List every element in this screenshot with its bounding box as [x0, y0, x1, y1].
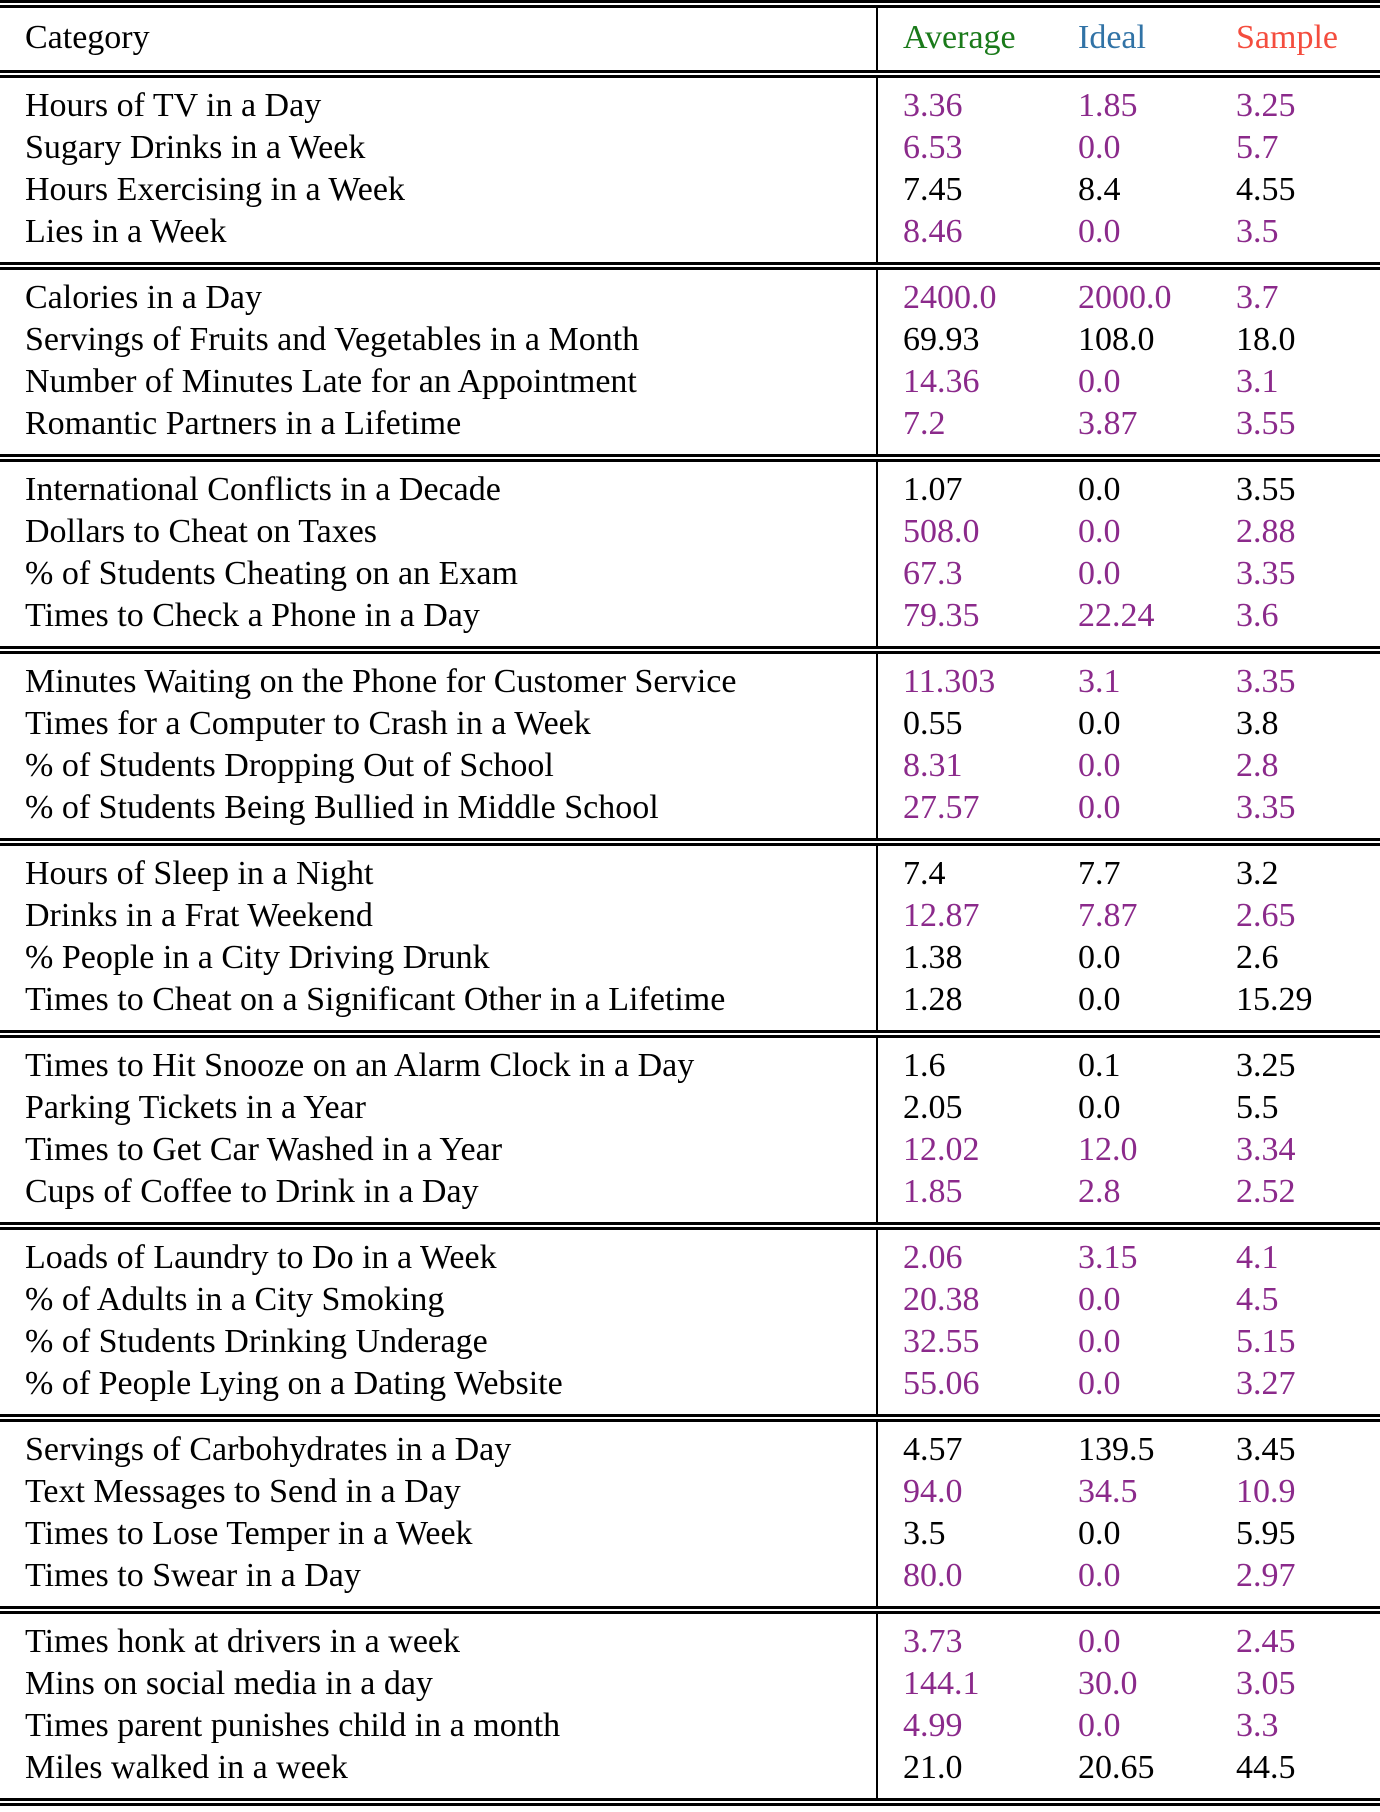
table-row [0, 458, 1380, 511]
ideal-cell: 30.0 [1078, 1665, 1138, 1702]
sample-cell: 18.0 [1236, 321, 1296, 358]
category-cell: Number of Minutes Late for an Appointment [25, 363, 637, 400]
sample-cell: 5.5 [1236, 1089, 1279, 1126]
average-cell: 69.93 [877, 319, 1053, 361]
ideal-cell: 0.0 [1078, 1557, 1121, 1594]
table-row [0, 842, 1380, 895]
table-row [0, 127, 1380, 169]
ideal-cell: 2.8 [1078, 1173, 1121, 1210]
average-cell: 11.303 [877, 650, 1053, 703]
average-cell: 3.5 [877, 1513, 1053, 1555]
average-cell: 3.36 [877, 74, 1053, 127]
average-cell: 8.31 [877, 745, 1053, 787]
table-row [0, 1513, 1380, 1555]
column-header-sample: Sample [1236, 19, 1338, 56]
category-cell: Times parent punishes child in a month [25, 1707, 561, 1744]
sample-cell: 3.45 [1236, 1431, 1296, 1468]
sample-cell: 3.35 [1236, 789, 1296, 826]
ideal-cell: 0.0 [1078, 471, 1121, 508]
table-row [0, 937, 1380, 979]
table-row [0, 1747, 1380, 1802]
ideal-cell: 0.0 [1078, 1623, 1121, 1660]
average-cell: 12.02 [877, 1129, 1053, 1171]
average-cell: 1.6 [877, 1034, 1053, 1087]
average-cell: 32.55 [877, 1321, 1053, 1363]
table-group [0, 650, 1380, 842]
sample-cell: 2.97 [1236, 1557, 1296, 1594]
sample-cell: 3.35 [1236, 555, 1296, 592]
average-cell: 3.73 [877, 1610, 1053, 1663]
sample-cell: 2.65 [1236, 897, 1296, 934]
category-cell: Calories in a Day [25, 279, 262, 316]
sample-cell: 3.8 [1236, 705, 1279, 742]
category-cell: Times to Lose Temper in a Week [25, 1515, 473, 1552]
sample-cell: 5.7 [1236, 129, 1279, 166]
table-group [0, 266, 1380, 458]
ideal-cell: 34.5 [1078, 1473, 1138, 1510]
sample-cell: 2.52 [1236, 1173, 1296, 1210]
category-cell: % of People Lying on a Dating Website [25, 1365, 563, 1402]
category-cell: % of Students Being Bullied in Middle School [25, 789, 659, 826]
ideal-cell: 0.0 [1078, 1281, 1121, 1318]
category-cell: % of Students Cheating on an Exam [25, 555, 518, 592]
sample-cell: 4.1 [1236, 1239, 1279, 1276]
average-cell: 94.0 [877, 1471, 1053, 1513]
category-cell: % of Adults in a City Smoking [25, 1281, 445, 1318]
category-cell: Parking Tickets in a Year [25, 1089, 366, 1126]
category-cell: Servings of Carbohydrates in a Day [25, 1431, 512, 1468]
sample-cell: 5.95 [1236, 1515, 1296, 1552]
ideal-cell: 7.7 [1078, 855, 1121, 892]
average-cell: 508.0 [877, 511, 1053, 553]
ideal-cell: 0.0 [1078, 1323, 1121, 1360]
table-row [0, 595, 1380, 650]
column-header-category: Category [25, 19, 150, 56]
category-cell: Sugary Drinks in a Week [25, 129, 366, 166]
table-header [0, 4, 1380, 74]
sample-cell: 15.29 [1236, 981, 1313, 1018]
category-cell: Lies in a Week [25, 213, 227, 250]
sample-cell: 2.45 [1236, 1623, 1296, 1660]
sample-cell: 3.2 [1236, 855, 1279, 892]
ideal-cell: 0.0 [1078, 513, 1121, 550]
average-cell: 8.46 [877, 211, 1053, 266]
table-row [0, 1129, 1380, 1171]
sample-cell: 10.9 [1236, 1473, 1296, 1510]
sample-cell: 3.1 [1236, 363, 1279, 400]
table-group [0, 458, 1380, 650]
category-cell: Miles walked in a week [25, 1749, 348, 1786]
ideal-cell: 0.0 [1078, 789, 1121, 826]
table-row [0, 169, 1380, 211]
ideal-cell: 2000.0 [1078, 279, 1172, 316]
category-cell: % People in a City Driving Drunk [25, 939, 490, 976]
table-row [0, 1279, 1380, 1321]
ideal-cell: 0.0 [1078, 555, 1121, 592]
table-row [0, 895, 1380, 937]
average-cell: 7.4 [877, 842, 1053, 895]
category-cell: Minutes Waiting on the Phone for Customer Service [25, 663, 737, 700]
average-cell: 4.99 [877, 1705, 1053, 1747]
category-cell: % of Students Drinking Underage [25, 1323, 488, 1360]
average-cell: 27.57 [877, 787, 1053, 842]
ideal-cell: 20.65 [1078, 1749, 1155, 1786]
table-row [0, 1418, 1380, 1471]
ideal-cell: 0.0 [1078, 981, 1121, 1018]
category-cell: Loads of Laundry to Do in a Week [25, 1239, 497, 1276]
average-cell: 1.38 [877, 937, 1053, 979]
ideal-cell: 7.87 [1078, 897, 1138, 934]
category-cell: Drinks in a Frat Weekend [25, 897, 373, 934]
sample-cell: 3.5 [1236, 213, 1279, 250]
table-row [0, 403, 1380, 458]
ideal-cell: 0.1 [1078, 1047, 1121, 1084]
average-cell: 4.57 [877, 1418, 1053, 1471]
sample-cell: 3.6 [1236, 597, 1279, 634]
average-cell: 67.3 [877, 553, 1053, 595]
category-cell: Times to Hit Snooze on an Alarm Clock in a Day [25, 1047, 695, 1084]
table-row [0, 1363, 1380, 1418]
table-group [0, 1610, 1380, 1802]
table-row [0, 319, 1380, 361]
sample-cell: 44.5 [1236, 1749, 1296, 1786]
table-row [0, 1321, 1380, 1363]
average-cell: 2.06 [877, 1226, 1053, 1279]
ideal-cell: 139.5 [1078, 1431, 1155, 1468]
table-row [0, 1705, 1380, 1747]
category-cell: Hours of Sleep in a Night [25, 855, 374, 892]
sample-cell: 4.5 [1236, 1281, 1279, 1318]
table-row [0, 1087, 1380, 1129]
sample-cell: 3.55 [1236, 405, 1296, 442]
table-group [0, 1226, 1380, 1418]
average-cell: 14.36 [877, 361, 1053, 403]
sample-cell: 2.8 [1236, 747, 1279, 784]
average-cell: 55.06 [877, 1363, 1053, 1418]
ideal-cell: 0.0 [1078, 1707, 1121, 1744]
table-group [0, 842, 1380, 1034]
average-cell: 2400.0 [877, 266, 1053, 319]
ideal-cell: 0.0 [1078, 1365, 1121, 1402]
category-cell: Times to Swear in a Day [25, 1557, 361, 1594]
ideal-cell: 3.15 [1078, 1239, 1138, 1276]
category-cell: Romantic Partners in a Lifetime [25, 405, 462, 442]
ideal-cell: 0.0 [1078, 363, 1121, 400]
table-header-row [0, 4, 1380, 74]
table-row [0, 1226, 1380, 1279]
table-row [0, 1171, 1380, 1226]
table-row [0, 1663, 1380, 1705]
sample-cell: 3.25 [1236, 1047, 1296, 1084]
ideal-cell: 12.0 [1078, 1131, 1138, 1168]
category-cell: Dollars to Cheat on Taxes [25, 513, 378, 550]
table-group [0, 1418, 1380, 1610]
category-cell: Times to Get Car Washed in a Year [25, 1131, 503, 1168]
average-cell: 1.28 [877, 979, 1053, 1034]
ideal-cell: 22.24 [1078, 597, 1155, 634]
sample-cell: 5.15 [1236, 1323, 1296, 1360]
category-cell: International Conflicts in a Decade [25, 471, 501, 508]
table-row [0, 511, 1380, 553]
category-cell: Hours Exercising in a Week [25, 171, 405, 208]
table-row [0, 1555, 1380, 1610]
column-header-average: Average [877, 4, 1053, 74]
average-cell: 7.45 [877, 169, 1053, 211]
table-row [0, 650, 1380, 703]
table-row [0, 1034, 1380, 1087]
table-row [0, 1610, 1380, 1663]
average-cell: 144.1 [877, 1663, 1053, 1705]
category-cell: Hours of TV in a Day [25, 87, 322, 124]
sample-cell: 2.88 [1236, 513, 1296, 550]
sample-cell: 3.05 [1236, 1665, 1296, 1702]
table-row [0, 1471, 1380, 1513]
sample-cell: 4.55 [1236, 171, 1296, 208]
ideal-cell: 0.0 [1078, 213, 1121, 250]
category-cell: Times for a Computer to Crash in a Week [25, 705, 591, 742]
sample-cell: 3.34 [1236, 1131, 1296, 1168]
ideal-cell: 0.0 [1078, 939, 1121, 976]
table-row [0, 979, 1380, 1034]
sample-cell: 3.7 [1236, 279, 1279, 316]
table-row [0, 745, 1380, 787]
category-cell: Text Messages to Send in a Day [25, 1473, 461, 1510]
average-cell: 7.2 [877, 403, 1053, 458]
table-group [0, 74, 1380, 266]
table-row [0, 787, 1380, 842]
ideal-cell: 1.85 [1078, 87, 1138, 124]
sample-cell: 3.35 [1236, 663, 1296, 700]
average-cell: 20.38 [877, 1279, 1053, 1321]
average-cell: 80.0 [877, 1555, 1053, 1610]
table-row [0, 361, 1380, 403]
category-cell: % of Students Dropping Out of School [25, 747, 554, 784]
ideal-cell: 3.87 [1078, 405, 1138, 442]
sample-cell: 3.3 [1236, 1707, 1279, 1744]
ideal-cell: 0.0 [1078, 705, 1121, 742]
category-cell: Mins on social media in a day [25, 1665, 433, 1702]
category-cell: Times to Check a Phone in a Day [25, 597, 480, 634]
average-cell: 1.07 [877, 458, 1053, 511]
sample-cell: 3.25 [1236, 87, 1296, 124]
category-cell: Cups of Coffee to Drink in a Day [25, 1173, 479, 1210]
sample-cell: 2.6 [1236, 939, 1279, 976]
sample-cell: 3.55 [1236, 471, 1296, 508]
table-row [0, 211, 1380, 266]
category-cell: Times to Cheat on a Significant Other in a Lifetime [25, 981, 726, 1018]
average-cell: 0.55 [877, 703, 1053, 745]
average-cell: 2.05 [877, 1087, 1053, 1129]
ideal-cell: 0.0 [1078, 1515, 1121, 1552]
ideal-cell: 0.0 [1078, 1089, 1121, 1126]
ideal-cell: 108.0 [1078, 321, 1155, 358]
average-cell: 79.35 [877, 595, 1053, 650]
average-cell: 12.87 [877, 895, 1053, 937]
table-row [0, 74, 1380, 127]
ideal-cell: 3.1 [1078, 663, 1121, 700]
average-cell: 21.0 [877, 1747, 1053, 1802]
ideal-cell: 0.0 [1078, 129, 1121, 166]
average-cell: 1.85 [877, 1171, 1053, 1226]
category-cell: Servings of Fruits and Vegetables in a Month [25, 321, 640, 358]
average-cell: 6.53 [877, 127, 1053, 169]
table-row [0, 266, 1380, 319]
table-row [0, 703, 1380, 745]
table-group [0, 1034, 1380, 1226]
category-cell: Times honk at drivers in a week [25, 1623, 461, 1660]
table-row [0, 553, 1380, 595]
ideal-cell: 0.0 [1078, 747, 1121, 784]
sample-cell: 3.27 [1236, 1365, 1296, 1402]
column-header-ideal: Ideal [1078, 19, 1146, 56]
ideal-cell: 8.4 [1078, 171, 1121, 208]
